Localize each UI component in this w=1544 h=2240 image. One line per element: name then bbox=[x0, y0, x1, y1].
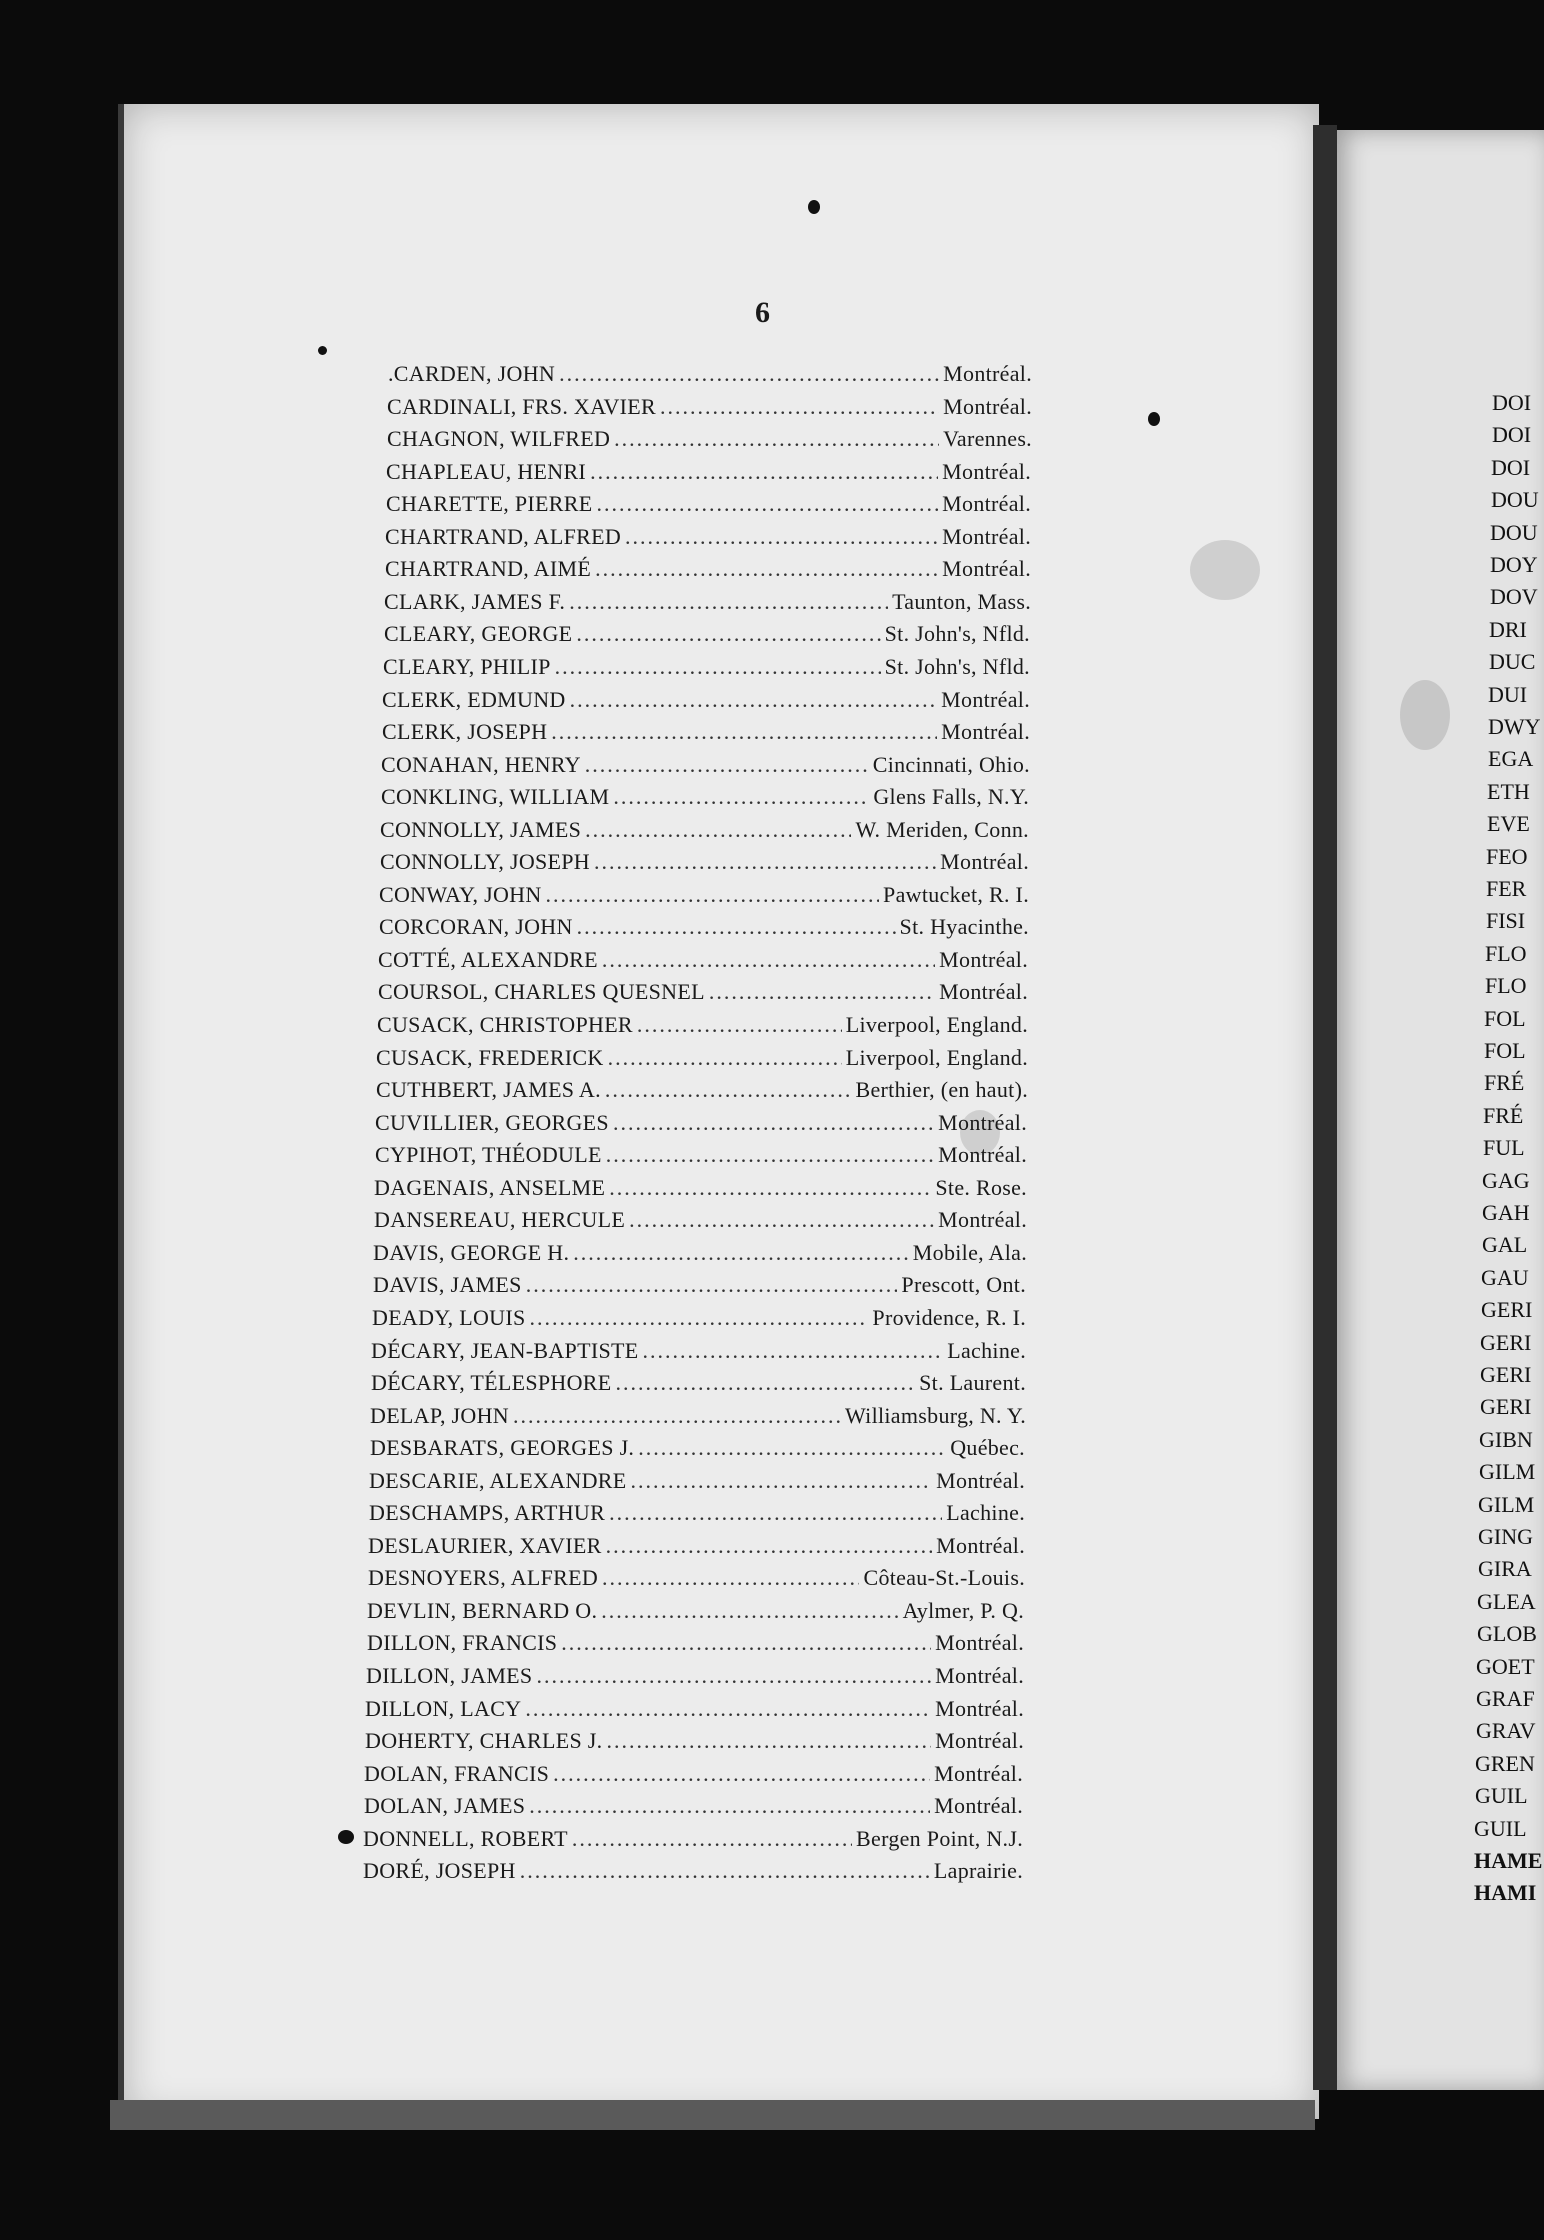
entry-place: Montréal. bbox=[934, 1793, 1023, 1818]
right-page-fragment: DOY bbox=[1490, 552, 1538, 577]
entry-place: Bergen Point, N.J. bbox=[856, 1826, 1023, 1851]
entry-place: Montréal. bbox=[943, 394, 1032, 419]
entry-name: DESNOYERS, ALFRED bbox=[368, 1565, 599, 1590]
right-page-fragment: FRÉ bbox=[1484, 1070, 1525, 1095]
ink-speck bbox=[1148, 412, 1160, 426]
leader-dots bbox=[570, 687, 938, 713]
right-page-fragment: GAU bbox=[1481, 1265, 1529, 1290]
ink-speck bbox=[318, 346, 327, 355]
directory-entry bbox=[369, 1500, 1025, 1532]
entry-place: Montréal. bbox=[939, 979, 1028, 1004]
leader-dots bbox=[613, 1110, 934, 1136]
right-page-fragment: DOI bbox=[1492, 390, 1532, 415]
leader-dots bbox=[577, 914, 896, 940]
entry-place: Côteau-St.-Louis. bbox=[863, 1565, 1025, 1590]
entry-place: Montréal. bbox=[942, 556, 1031, 581]
leader-dots bbox=[605, 1077, 852, 1103]
leader-dots bbox=[585, 752, 869, 778]
entry-place: Laprairie. bbox=[933, 1858, 1023, 1883]
entry-name: CONWAY, JOHN bbox=[379, 882, 542, 907]
directory-entry bbox=[380, 817, 1029, 849]
entry-place: Lachine. bbox=[946, 1500, 1025, 1525]
directory-entry bbox=[379, 882, 1029, 914]
entry-name: CUSACK, FREDERICK bbox=[376, 1045, 604, 1070]
leader-dots bbox=[590, 459, 938, 485]
entry-name: CYPIHOT, THÉODULE bbox=[375, 1142, 602, 1167]
leader-dots bbox=[546, 882, 880, 908]
leader-dots bbox=[625, 524, 938, 550]
right-page-fragment: GERI bbox=[1480, 1394, 1532, 1419]
directory-entry bbox=[363, 1858, 1023, 1890]
entry-place: Montréal. bbox=[941, 719, 1030, 744]
right-page-fragment: GRAV bbox=[1476, 1718, 1536, 1743]
right-page-fragment: GLEA bbox=[1477, 1589, 1536, 1614]
entry-name: DONNELL, ROBERT bbox=[363, 1826, 568, 1851]
right-page-fragment: FOL bbox=[1484, 1038, 1526, 1063]
entry-name: DELAP, JOHN bbox=[370, 1403, 509, 1428]
entry-place: Montréal. bbox=[936, 1468, 1025, 1493]
entry-place: W. Meriden, Conn. bbox=[855, 817, 1029, 842]
entry-place: Montréal. bbox=[936, 1533, 1025, 1558]
directory-entry bbox=[376, 1045, 1028, 1077]
right-page-fragment: DUI bbox=[1488, 682, 1528, 707]
entry-place: Montréal. bbox=[935, 1696, 1024, 1721]
directory-entry bbox=[368, 1533, 1025, 1565]
right-page-fragment: GOET bbox=[1476, 1654, 1535, 1679]
directory-entry bbox=[364, 1793, 1023, 1825]
right-page-fragment: DWY bbox=[1488, 714, 1541, 739]
directory-entry bbox=[373, 1240, 1027, 1272]
entry-place: Aylmer, P. Q. bbox=[902, 1598, 1024, 1623]
directory-entry bbox=[384, 589, 1031, 621]
leader-dots bbox=[709, 979, 935, 1005]
directory-entry bbox=[382, 687, 1030, 719]
right-page-fragment: GILM bbox=[1479, 1459, 1536, 1484]
entry-place: St. John's, Nfld. bbox=[884, 621, 1030, 646]
right-page-fragment: GING bbox=[1478, 1524, 1533, 1549]
leader-dots bbox=[608, 1045, 842, 1071]
directory-entry bbox=[375, 1110, 1027, 1142]
entry-name: CLEARY, GEORGE bbox=[384, 621, 573, 646]
entry-name: CONNOLLY, JOSEPH bbox=[380, 849, 590, 874]
right-page-fragment: GIBN bbox=[1479, 1427, 1533, 1452]
entry-name: DAGENAIS, ANSELME bbox=[374, 1175, 606, 1200]
entry-place: Montréal. bbox=[935, 1728, 1024, 1753]
right-page-fragment: EVE bbox=[1487, 811, 1530, 836]
entry-place: Williamsburg, N. Y. bbox=[844, 1403, 1026, 1428]
entry-name: CONKLING, WILLIAM bbox=[381, 784, 610, 809]
directory-entry bbox=[385, 524, 1031, 556]
entry-place: Glens Falls, N.Y. bbox=[873, 784, 1029, 809]
entry-place: St. Hyacinthe. bbox=[899, 914, 1029, 939]
right-page-fragment: GAH bbox=[1482, 1200, 1530, 1225]
directory-entry bbox=[382, 719, 1030, 751]
directory-entry bbox=[373, 1272, 1026, 1304]
entry-place: Montréal. bbox=[942, 491, 1031, 516]
leader-dots bbox=[561, 1630, 931, 1656]
page-number: 6 bbox=[755, 296, 770, 329]
entry-name: DESCHAMPS, ARTHUR bbox=[369, 1500, 606, 1525]
entry-place: Montréal. bbox=[941, 687, 1030, 712]
entry-name: CHARTRAND, ALFRED bbox=[385, 524, 622, 549]
entry-place: Montréal. bbox=[942, 524, 1031, 549]
directory-entry bbox=[379, 914, 1029, 946]
leader-dots bbox=[553, 1761, 930, 1787]
leader-dots bbox=[559, 361, 939, 387]
entry-name: CUVILLIER, GEORGES bbox=[375, 1110, 609, 1135]
directory-entry bbox=[368, 1565, 1025, 1597]
entry-name: DESLAURIER, XAVIER bbox=[368, 1533, 602, 1558]
directory-entry bbox=[385, 556, 1031, 588]
entry-name: DOLAN, JAMES bbox=[364, 1793, 526, 1818]
directory-entry bbox=[366, 1663, 1024, 1695]
directory-entry bbox=[365, 1696, 1024, 1728]
entry-name: CHARETTE, PIERRE bbox=[386, 491, 593, 516]
entry-name: CHARTRAND, AIMÉ bbox=[385, 556, 592, 581]
right-page-fragment: GLOB bbox=[1477, 1621, 1537, 1646]
entry-place: Prescott, Ont. bbox=[901, 1272, 1026, 1297]
leader-dots bbox=[613, 784, 869, 810]
entry-place: Québec. bbox=[950, 1435, 1025, 1460]
leader-dots bbox=[569, 589, 888, 615]
entry-place: Berthier, (en haut). bbox=[855, 1077, 1028, 1102]
right-page-fragment: FER bbox=[1486, 876, 1527, 901]
leader-dots bbox=[606, 1142, 934, 1168]
right-page-fragment: DRI bbox=[1489, 617, 1527, 642]
leader-dots bbox=[594, 849, 936, 875]
directory-entry bbox=[386, 459, 1031, 491]
entry-name: CORCORAN, JOHN bbox=[379, 914, 573, 939]
directory-entry bbox=[374, 1175, 1027, 1207]
entry-name: CLARK, JAMES F. bbox=[384, 589, 566, 614]
entry-place: Providence, R. I. bbox=[872, 1305, 1026, 1330]
page-shadow bbox=[110, 2100, 1315, 2130]
entry-place: Pawtucket, R. I. bbox=[883, 882, 1029, 907]
leader-dots bbox=[602, 947, 935, 973]
entry-place: Montréal. bbox=[935, 1630, 1024, 1655]
right-page-fragment: GRAF bbox=[1476, 1686, 1535, 1711]
leader-dots bbox=[513, 1403, 841, 1429]
entry-place: Liverpool, England. bbox=[845, 1045, 1028, 1070]
directory-entry bbox=[378, 947, 1028, 979]
entry-place: Taunton, Mass. bbox=[892, 589, 1031, 614]
entry-place: Montréal. bbox=[939, 947, 1028, 972]
leader-dots bbox=[637, 1012, 842, 1038]
leader-dots bbox=[602, 1565, 859, 1591]
entry-place: Montréal. bbox=[934, 1761, 1023, 1786]
leader-dots bbox=[638, 1435, 946, 1461]
directory-entry bbox=[388, 361, 1032, 393]
directory-entry bbox=[363, 1826, 1023, 1858]
directory-entry bbox=[367, 1630, 1024, 1662]
leader-dots bbox=[629, 1207, 934, 1233]
entry-name: CARDINALI, FRS. XAVIER bbox=[387, 394, 656, 419]
right-page-fragment: DOU bbox=[1490, 520, 1538, 545]
leader-dots bbox=[614, 426, 939, 452]
directory-entry bbox=[371, 1338, 1026, 1370]
entry-name: COURSOL, CHARLES QUESNEL bbox=[378, 979, 705, 1004]
right-page-fragment: GERI bbox=[1480, 1330, 1532, 1355]
leader-dots bbox=[520, 1858, 930, 1884]
entry-name: DOLAN, FRANCIS bbox=[364, 1761, 550, 1786]
entry-place: Montréal. bbox=[940, 849, 1029, 874]
ink-speck bbox=[808, 200, 820, 214]
directory-entry bbox=[381, 752, 1030, 784]
leader-dots bbox=[616, 1370, 916, 1396]
entry-name: DESBARATS, GEORGES J. bbox=[370, 1435, 635, 1460]
leader-dots bbox=[606, 1728, 931, 1754]
entry-name: CLEARY, PHILIP bbox=[383, 654, 551, 679]
right-page-fragment: FLO bbox=[1485, 973, 1527, 998]
right-page-fragment: FLO bbox=[1485, 941, 1527, 966]
right-page-fragment: FEO bbox=[1486, 844, 1528, 869]
directory-entry bbox=[376, 1077, 1028, 1109]
directory-entry bbox=[374, 1207, 1027, 1239]
directory-entry bbox=[367, 1598, 1024, 1630]
right-page-fragment: DOI bbox=[1491, 455, 1531, 480]
entry-place: Montréal. bbox=[943, 361, 1032, 386]
leader-dots bbox=[596, 491, 938, 517]
entry-name: CHAGNON, WILFRED bbox=[387, 426, 611, 451]
entry-name: DAVIS, GEORGE H. bbox=[373, 1240, 570, 1265]
right-page-fragment: HAME bbox=[1474, 1848, 1543, 1873]
directory-entry bbox=[380, 849, 1029, 881]
leader-dots bbox=[576, 621, 880, 647]
right-page-fragment: FRÉ bbox=[1483, 1103, 1524, 1128]
entry-name: DESCARIE, ALEXANDRE bbox=[369, 1468, 627, 1493]
right-page-fragment: GAG bbox=[1482, 1168, 1530, 1193]
entry-place: Ste. Rose. bbox=[935, 1175, 1027, 1200]
leader-dots bbox=[555, 654, 881, 680]
entry-name: CLERK, JOSEPH bbox=[382, 719, 548, 744]
right-page-fragment: GERI bbox=[1481, 1297, 1533, 1322]
entry-name: CONNOLLY, JAMES bbox=[380, 817, 582, 842]
leader-dots bbox=[606, 1533, 933, 1559]
leader-dots bbox=[536, 1663, 931, 1689]
right-page-fragment: GUIL bbox=[1474, 1816, 1527, 1841]
directory-entry bbox=[381, 784, 1029, 816]
right-page-fragment: HAMI bbox=[1474, 1880, 1537, 1905]
leader-dots bbox=[526, 1272, 898, 1298]
right-page-fragment: GILM bbox=[1478, 1492, 1535, 1517]
entry-name: .CARDEN, JOHN bbox=[388, 361, 556, 386]
entry-name: DOHERTY, CHARLES J. bbox=[365, 1728, 603, 1753]
entry-name: DANSEREAU, HERCULE bbox=[374, 1207, 626, 1232]
directory-entry bbox=[371, 1370, 1026, 1402]
right-page-fragment: GIRA bbox=[1478, 1556, 1532, 1581]
entry-name: DEVLIN, BERNARD O. bbox=[367, 1598, 598, 1623]
entry-place: Montréal. bbox=[942, 459, 1031, 484]
entry-name: DÉCARY, JEAN-BAPTISTE bbox=[371, 1338, 639, 1363]
leader-dots bbox=[642, 1338, 943, 1364]
right-page-fragment: DOI bbox=[1492, 422, 1532, 447]
directory-entry bbox=[365, 1728, 1024, 1760]
directory-entry bbox=[364, 1761, 1023, 1793]
entry-name: CLERK, EDMUND bbox=[382, 687, 566, 712]
right-page-fragment: FISI bbox=[1486, 908, 1526, 933]
right-page-fragment: GAL bbox=[1482, 1232, 1528, 1257]
leader-dots bbox=[525, 1696, 931, 1722]
leader-dots bbox=[630, 1468, 932, 1494]
leader-dots bbox=[595, 556, 938, 582]
entry-name: DAVIS, JAMES bbox=[373, 1272, 522, 1297]
directory-entry bbox=[370, 1403, 1026, 1435]
leader-dots bbox=[585, 817, 851, 843]
entry-name: CUSACK, CHRISTOPHER bbox=[377, 1012, 633, 1037]
entry-place: St. John's, Nfld. bbox=[884, 654, 1030, 679]
entry-name: CONAHAN, HENRY bbox=[381, 752, 581, 777]
leader-dots bbox=[601, 1598, 898, 1624]
directory-entry bbox=[377, 1012, 1028, 1044]
entry-place: Montréal. bbox=[935, 1663, 1024, 1688]
stain bbox=[1400, 680, 1450, 750]
right-page-fragment: DOV bbox=[1490, 584, 1538, 609]
directory-entry bbox=[369, 1468, 1025, 1500]
book-gutter bbox=[1313, 125, 1337, 2090]
directory-entry bbox=[383, 654, 1030, 686]
leader-dots bbox=[572, 1826, 852, 1852]
entry-place: Mobile, Ala. bbox=[912, 1240, 1027, 1265]
right-page-fragment: FUL bbox=[1483, 1135, 1525, 1160]
leader-dots bbox=[551, 719, 937, 745]
right-page-fragment: GUIL bbox=[1475, 1783, 1528, 1808]
directory-entry bbox=[387, 426, 1032, 458]
entry-place: St. Laurent. bbox=[919, 1370, 1026, 1395]
entry-name: DÉCARY, TÉLESPHORE bbox=[371, 1370, 612, 1395]
leader-dots bbox=[529, 1793, 930, 1819]
right-page-fragment: GERI bbox=[1480, 1362, 1532, 1387]
right-page-fragment: ETH bbox=[1487, 779, 1530, 804]
entry-name: CHAPLEAU, HENRI bbox=[386, 459, 587, 484]
entry-name: COTTÉ, ALEXANDRE bbox=[378, 947, 598, 972]
entry-place: Varennes. bbox=[943, 426, 1032, 451]
leader-dots bbox=[573, 1240, 909, 1266]
entry-place: Montréal. bbox=[938, 1207, 1027, 1232]
directory-entry bbox=[370, 1435, 1025, 1467]
directory-entry bbox=[375, 1142, 1027, 1174]
entry-place: Lachine. bbox=[947, 1338, 1026, 1363]
entry-place: Cincinnati, Ohio. bbox=[872, 752, 1030, 777]
right-page-fragment: DUC bbox=[1489, 649, 1536, 674]
entry-name: CUTHBERT, JAMES A. bbox=[376, 1077, 601, 1102]
directory-entry bbox=[372, 1305, 1026, 1337]
entry-name: DORÉ, JOSEPH bbox=[363, 1858, 516, 1883]
entry-name: DILLON, FRANCIS bbox=[367, 1630, 558, 1655]
entry-place: Liverpool, England. bbox=[845, 1012, 1028, 1037]
directory-entry bbox=[384, 621, 1030, 653]
leader-dots bbox=[609, 1500, 942, 1526]
right-page-fragment: DOU bbox=[1491, 487, 1539, 512]
right-page-fragment: EGA bbox=[1488, 746, 1534, 771]
right-page-fragment: GREN bbox=[1475, 1751, 1535, 1776]
ink-speck bbox=[338, 1830, 354, 1844]
entry-place: Montréal. bbox=[938, 1110, 1027, 1135]
entry-name: DILLON, LACY bbox=[365, 1696, 522, 1721]
directory-entry bbox=[378, 979, 1028, 1011]
leader-dots bbox=[530, 1305, 869, 1331]
stain bbox=[1190, 540, 1260, 600]
entry-name: DEADY, LOUIS bbox=[372, 1305, 526, 1330]
entry-name: DILLON, JAMES bbox=[366, 1663, 533, 1688]
directory-entry bbox=[387, 394, 1032, 426]
directory-entry bbox=[386, 491, 1031, 523]
leader-dots bbox=[609, 1175, 931, 1201]
entry-place: Montréal. bbox=[938, 1142, 1027, 1167]
right-page-fragment: FOL bbox=[1484, 1006, 1526, 1031]
leader-dots bbox=[660, 394, 939, 420]
